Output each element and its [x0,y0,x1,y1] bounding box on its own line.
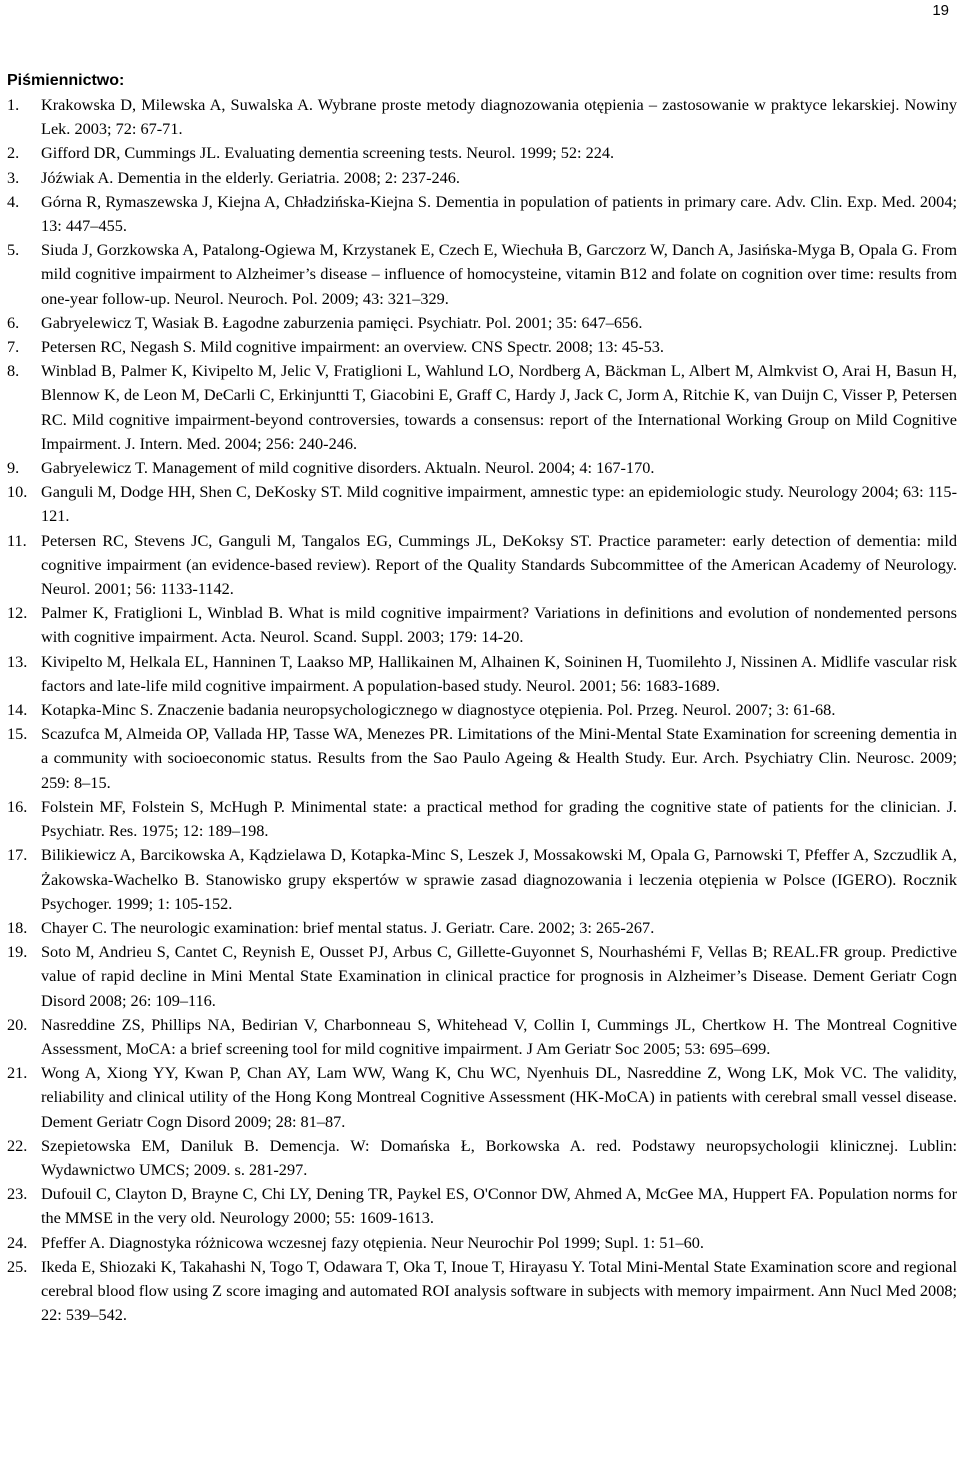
reference-number: 22. [7,1135,28,1155]
reference-item [7,916,957,940]
reference-item [7,601,957,649]
reference-item [7,456,957,480]
reference-number: 19. [7,942,28,962]
reference-text: Dufouil C, Clayton D, Brayne C, Chi LY, Dening TR, Paykel ES, O'Connor DW, Ahmed A, McGee MA, Huppert FA. Population norms for the MMSE in the very old. Neurology 2000; 55: 1609-1613. [41,1184,957,1228]
reference-text: Gifford DR, Cummings JL. Evaluating dementia screening tests. Neurol. 1999; 52: 224. [41,143,615,163]
reference-number: 11. [7,530,27,550]
reference-item [7,722,957,795]
reference-text: Bilikiewicz A, Barcikowska A, Kądzielawa D, Kotapka-Minc S, Leszek J, Mossakowski M, Opala G, Parnowski T, Pfeffer A, Szczudlik A, Żakowska-Wachelko B. Stanowisko grupy ekspertów w sprawie zasad diagnozowania i leczenia otępienia w Polsce (IGERO). Rocznik Psychoger. 1999; 1: 105-152. [41,845,957,913]
reference-number: 9. [7,458,20,478]
reference-text: Petersen RC, Negash S. Mild cognitive impairment: an overview. CNS Spectr. 2008; 13: 45-53. [41,337,664,357]
reference-number: 25. [7,1256,28,1276]
reference-item [7,190,957,238]
reference-number: 10. [7,482,28,502]
reference-number: 18. [7,917,28,937]
reference-item [7,335,957,359]
reference-item [7,311,957,335]
reference-text: Palmer K, Fratiglioni L, Winblad B. What is mild cognitive impairment? Variations in definitions and evolution of nondemented persons with cognitive impairment. Acta. Neurol. Scand. Suppl. 2003; 179: 14-20. [41,603,957,647]
reference-text: Soto M, Andrieu S, Cantet C, Reynish E, Ousset PJ, Arbus C, Gillette-Guyonnet S, Nourhashémi F, Vellas B; REAL.FR group. Predictive value of rapid decline in Mini Mental State Examination in clinical practice for prognosis in Alzheimer’s Disease. Dement Geriatr Cogn Disord 2008; 26: 109–116. [41,942,957,1010]
reference-item [7,141,957,165]
reference-number: 3. [7,167,20,187]
reference-number: 23. [7,1184,28,1204]
reference-text: Chayer C. The neurologic examination: brief mental status. J. Geriatr. Care. 2002; 3: 265-267. [41,917,655,937]
reference-text: Kivipelto M, Helkala EL, Hanninen T, Laakso MP, Hallikainen M, Alhainen K, Soininen H, Tuomilehto J, Nissinen A. Midlife vascular risk factors and late-life mild cognitive impairment. A population-based study. Neurol. 2001; 56: 1683-1689. [41,651,957,695]
reference-item [7,529,957,602]
reference-number: 16. [7,796,28,816]
reference-number: 13. [7,651,28,671]
reference-item [7,698,957,722]
reference-text: Wong A, Xiong YY, Kwan P, Chan AY, Lam WW, Wang K, Chu WC, Nyenhuis DL, Nasreddine Z, Wong LK, Mok VC. The validity, reliability and clinical utility of the Hong Kong Montreal Cognitive Assessment (HK-MoCA) in patients with cerebral small vessel disease. Dement Geriatr Cogn Disord 2009; 28: 81–87. [41,1063,957,1131]
reference-text: Scazufca M, Almeida OP, Vallada HP, Tasse WA, Menezes PR. Limitations of the Mini-Mental State Examination for screening dementia in a community with socioeconomic status. Results from the Sao Paulo Ageing & Health Study. Eur. Arch. Psychiatry Clin. Neurosc. 2009; 259: 8–15. [41,724,957,792]
reference-number: 14. [7,700,28,720]
bibliography-heading: Piśmiennictwo: [7,72,125,89]
reference-item [7,1061,957,1134]
reference-text: Szepietowska EM, Daniluk B. Demencja. W: Domańska Ł, Borkowska A. red. Podstawy neuropsychologii klinicznej. Lublin: Wydawnictwo UMCS; 2009. s. 281-297. [41,1135,957,1179]
reference-text: Ikeda E, Shiozaki K, Takahashi N, Togo T, Odawara T, Oka T, Inoue T, Hirayasu Y. Total Mini-Mental State Examination score and regional cerebral blood flow using Z score imaging and automated ROI analysis software in subjects with memory impairment. Ann Nucl Med 2008; 22: 539–542. [41,1256,957,1325]
reference-text: Górna R, Rymaszewska J, Kiejna A, Chładzińska-Kiejna S. Dementia in population of patients in primary care. Adv. Clin. Exp. Med. 2004; 13: 447–455. [41,191,957,236]
reference-item [7,238,957,311]
reference-number: 12. [7,603,28,623]
reference-text: Ganguli M, Dodge HH, Shen C, DeKosky ST. Mild cognitive impairment, amnestic type: an epidemiologic study. Neurology 2004; 63: 115-121. [41,482,957,526]
reference-number: 20. [7,1014,28,1034]
page-number: 19 [932,2,949,19]
reference-text: Petersen RC, Stevens JC, Ganguli M, Tangalos EG, Cummings JL, DeKoksy ST. Practice parameter: early detection of dementia: mild cognitive impairment (an evidence-based review). Report of the Quality Standards Subcommittee of the American Academy of Neurology. Neurol. 2001; 56: 1133-1142. [41,530,957,599]
reference-number: 17. [7,845,28,865]
reference-text: Krakowska D, Milewska A, Suwalska A. Wybrane proste metody diagnozowania otępienia – zastosowanie w praktyce lekarskiej. Nowiny Lek. 2003; 72: 67-71. [41,95,957,139]
reference-text: Gabryelewicz T, Wasiak B. Łagodne zaburzenia pamięci. Psychiatr. Pol. 2001; 35: 647–656. [41,312,643,332]
reference-text: Pfeffer A. Diagnostyka różnicowa wczesnej fazy otępienia. Neur Neurochir Pol 1999; Supl. 1: 51–60. [41,1232,704,1252]
reference-text: Siuda J, Gorzkowska A, Patalong-Ogiewa M, Krzystanek E, Czech E, Wiechuła B, Garczorz W, Danch A, Jasińska-Myga B, Opala G. From mild cognitive impairment to Alzheimer’s disease – influence of homocysteine, vitamin B12 and folate on cognition over time: results from one-year follow-up. Neurol. Neuroch. Pol. 2009; 43: 321–329. [41,240,957,308]
reference-item [7,166,957,190]
reference-text: Kotapka-Minc S. Znaczenie badania neuropsychologicznego w diagnostyce otępienia. Pol. Przeg. Neurol. 2007; 3: 61-68. [41,700,836,720]
reference-number: 8. [7,361,20,381]
reference-item [7,940,957,1013]
reference-item [7,650,957,698]
reference-number: 6. [7,312,20,332]
reference-item [7,1182,957,1230]
reference-number: 21. [7,1063,28,1083]
reference-number: 7. [7,337,20,357]
reference-text: Winblad B, Palmer K, Kivipelto M, Jelic V, Fratiglioni L, Wahlund LO, Nordberg A, Bäckman L, Albert M, Almkvist O, Arai H, Basun H, Blennow K, de Leon M, DeCarli C, Erkinjuntti T, Giacobini E, Graff C, Hardy J, Jack C, Jorm A, Ritchie K, van Duijn C, Visser P, Petersen RC. Mild cognitive impairment-beyond controversies, towards a consensus: report of the International Working Group on Mild Cognitive Impairment. J. Intern. Med. 2004; 256: 240-246. [41,361,957,453]
reference-item [7,795,957,843]
reference-text: Nasreddine ZS, Phillips NA, Bedirian V, Charbonneau S, Whitehead V, Collin I, Cummings JL, Chertkow H. The Montreal Cognitive Assessment, MoCA: a brief screening tool for mild cognitive impairment. J Am Geriatr Soc 2005; 53: 695–699. [41,1014,957,1058]
reference-item [7,359,957,456]
reference-item [7,1134,957,1182]
reference-text: Jóźwiak A. Dementia in the elderly. Geriatria. 2008; 2: 237-246. [41,167,460,187]
reference-item [7,1013,957,1061]
reference-list [7,93,957,1327]
reference-item [7,480,957,528]
reference-text: Folstein MF, Folstein S, McHugh P. Minimental state: a practical method for grading the cognitive state of patients for the clinician. J. Psychiatr. Res. 1975; 12: 189–198. [41,796,957,841]
reference-number: 4. [7,191,20,211]
reference-item [7,1231,957,1255]
reference-number: 2. [7,143,20,163]
reference-text: Gabryelewicz T. Management of mild cognitive disorders. Aktualn. Neurol. 2004; 4: 167-170. [41,458,655,478]
reference-number: 5. [7,240,20,260]
reference-item [7,1255,957,1328]
reference-item [7,93,957,141]
reference-number: 1. [7,95,20,114]
reference-number: 15. [7,724,28,744]
reference-item [7,843,957,916]
reference-number: 24. [7,1232,28,1252]
